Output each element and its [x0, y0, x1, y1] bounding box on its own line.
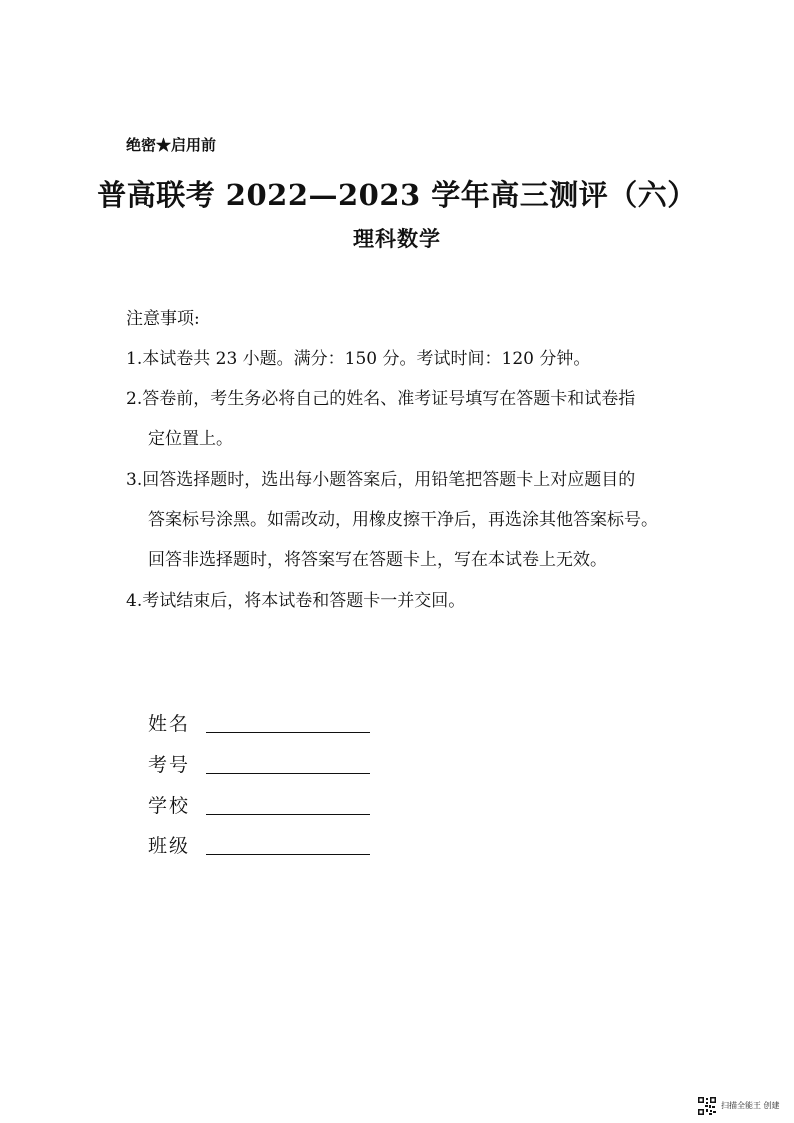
- notice-text: 答卷前，考生务必将自己的姓名、准考证号填写在答题卡和试卷指: [142, 389, 636, 409]
- school-field-label: 学校: [148, 795, 191, 817]
- scanner-watermark: [697, 1095, 787, 1117]
- classification-label: 绝密★启用前: [126, 136, 217, 154]
- notice-item-3-line-3: 回答非选择题时，将答案写在答题卡上，写在本试卷上无效。: [148, 550, 607, 570]
- name-field-label: 姓名: [148, 713, 191, 735]
- exam-number-field-blank-line[interactable]: [206, 773, 370, 774]
- scanner-watermark-text: 扫描全能王 创建: [721, 1101, 780, 1110]
- class-field-label: 班级: [148, 835, 191, 857]
- notice-number: 1.: [126, 349, 143, 369]
- exam-number-field[interactable]: [148, 753, 378, 781]
- notice-item-4: [126, 590, 676, 612]
- notice-item-3-line-2: 答案标号涂黑。如需改动，用橡皮擦干净后，再选涂其他答案标号。: [148, 510, 658, 530]
- notice-number: 3.: [126, 470, 143, 490]
- notice-item-2: [126, 388, 676, 410]
- notice-number: 4.: [126, 591, 143, 611]
- exam-number-field-label: 考号: [148, 754, 191, 776]
- notice-item-1: [126, 348, 676, 370]
- notice-text: 考试结束后，将本试卷和答题卡一并交回。: [142, 591, 466, 611]
- notice-item-2-continued: 定位置上。: [148, 429, 233, 449]
- notice-text: 本试卷共 23 小题。满分：150 分。考试时间：120 分钟。: [142, 349, 591, 369]
- name-field-blank-line[interactable]: [206, 732, 370, 733]
- notice-heading: 注意事项:: [126, 309, 200, 329]
- school-field[interactable]: [148, 794, 378, 822]
- class-field-blank-line[interactable]: [206, 854, 370, 855]
- notice-text: 回答选择题时，选出每小题答案后，用铅笔把答题卡上对应题目的: [142, 470, 636, 490]
- exam-subject: 理科数学: [353, 226, 441, 251]
- qr-code-icon: [697, 1096, 717, 1116]
- notice-item-3: [126, 469, 676, 491]
- name-field[interactable]: [148, 712, 378, 740]
- class-field[interactable]: [148, 834, 378, 862]
- school-field-blank-line[interactable]: [206, 814, 370, 815]
- notice-number: 2.: [126, 389, 143, 409]
- exam-title: 普高联考 2022—2023 学年高三测评（六）: [97, 178, 697, 212]
